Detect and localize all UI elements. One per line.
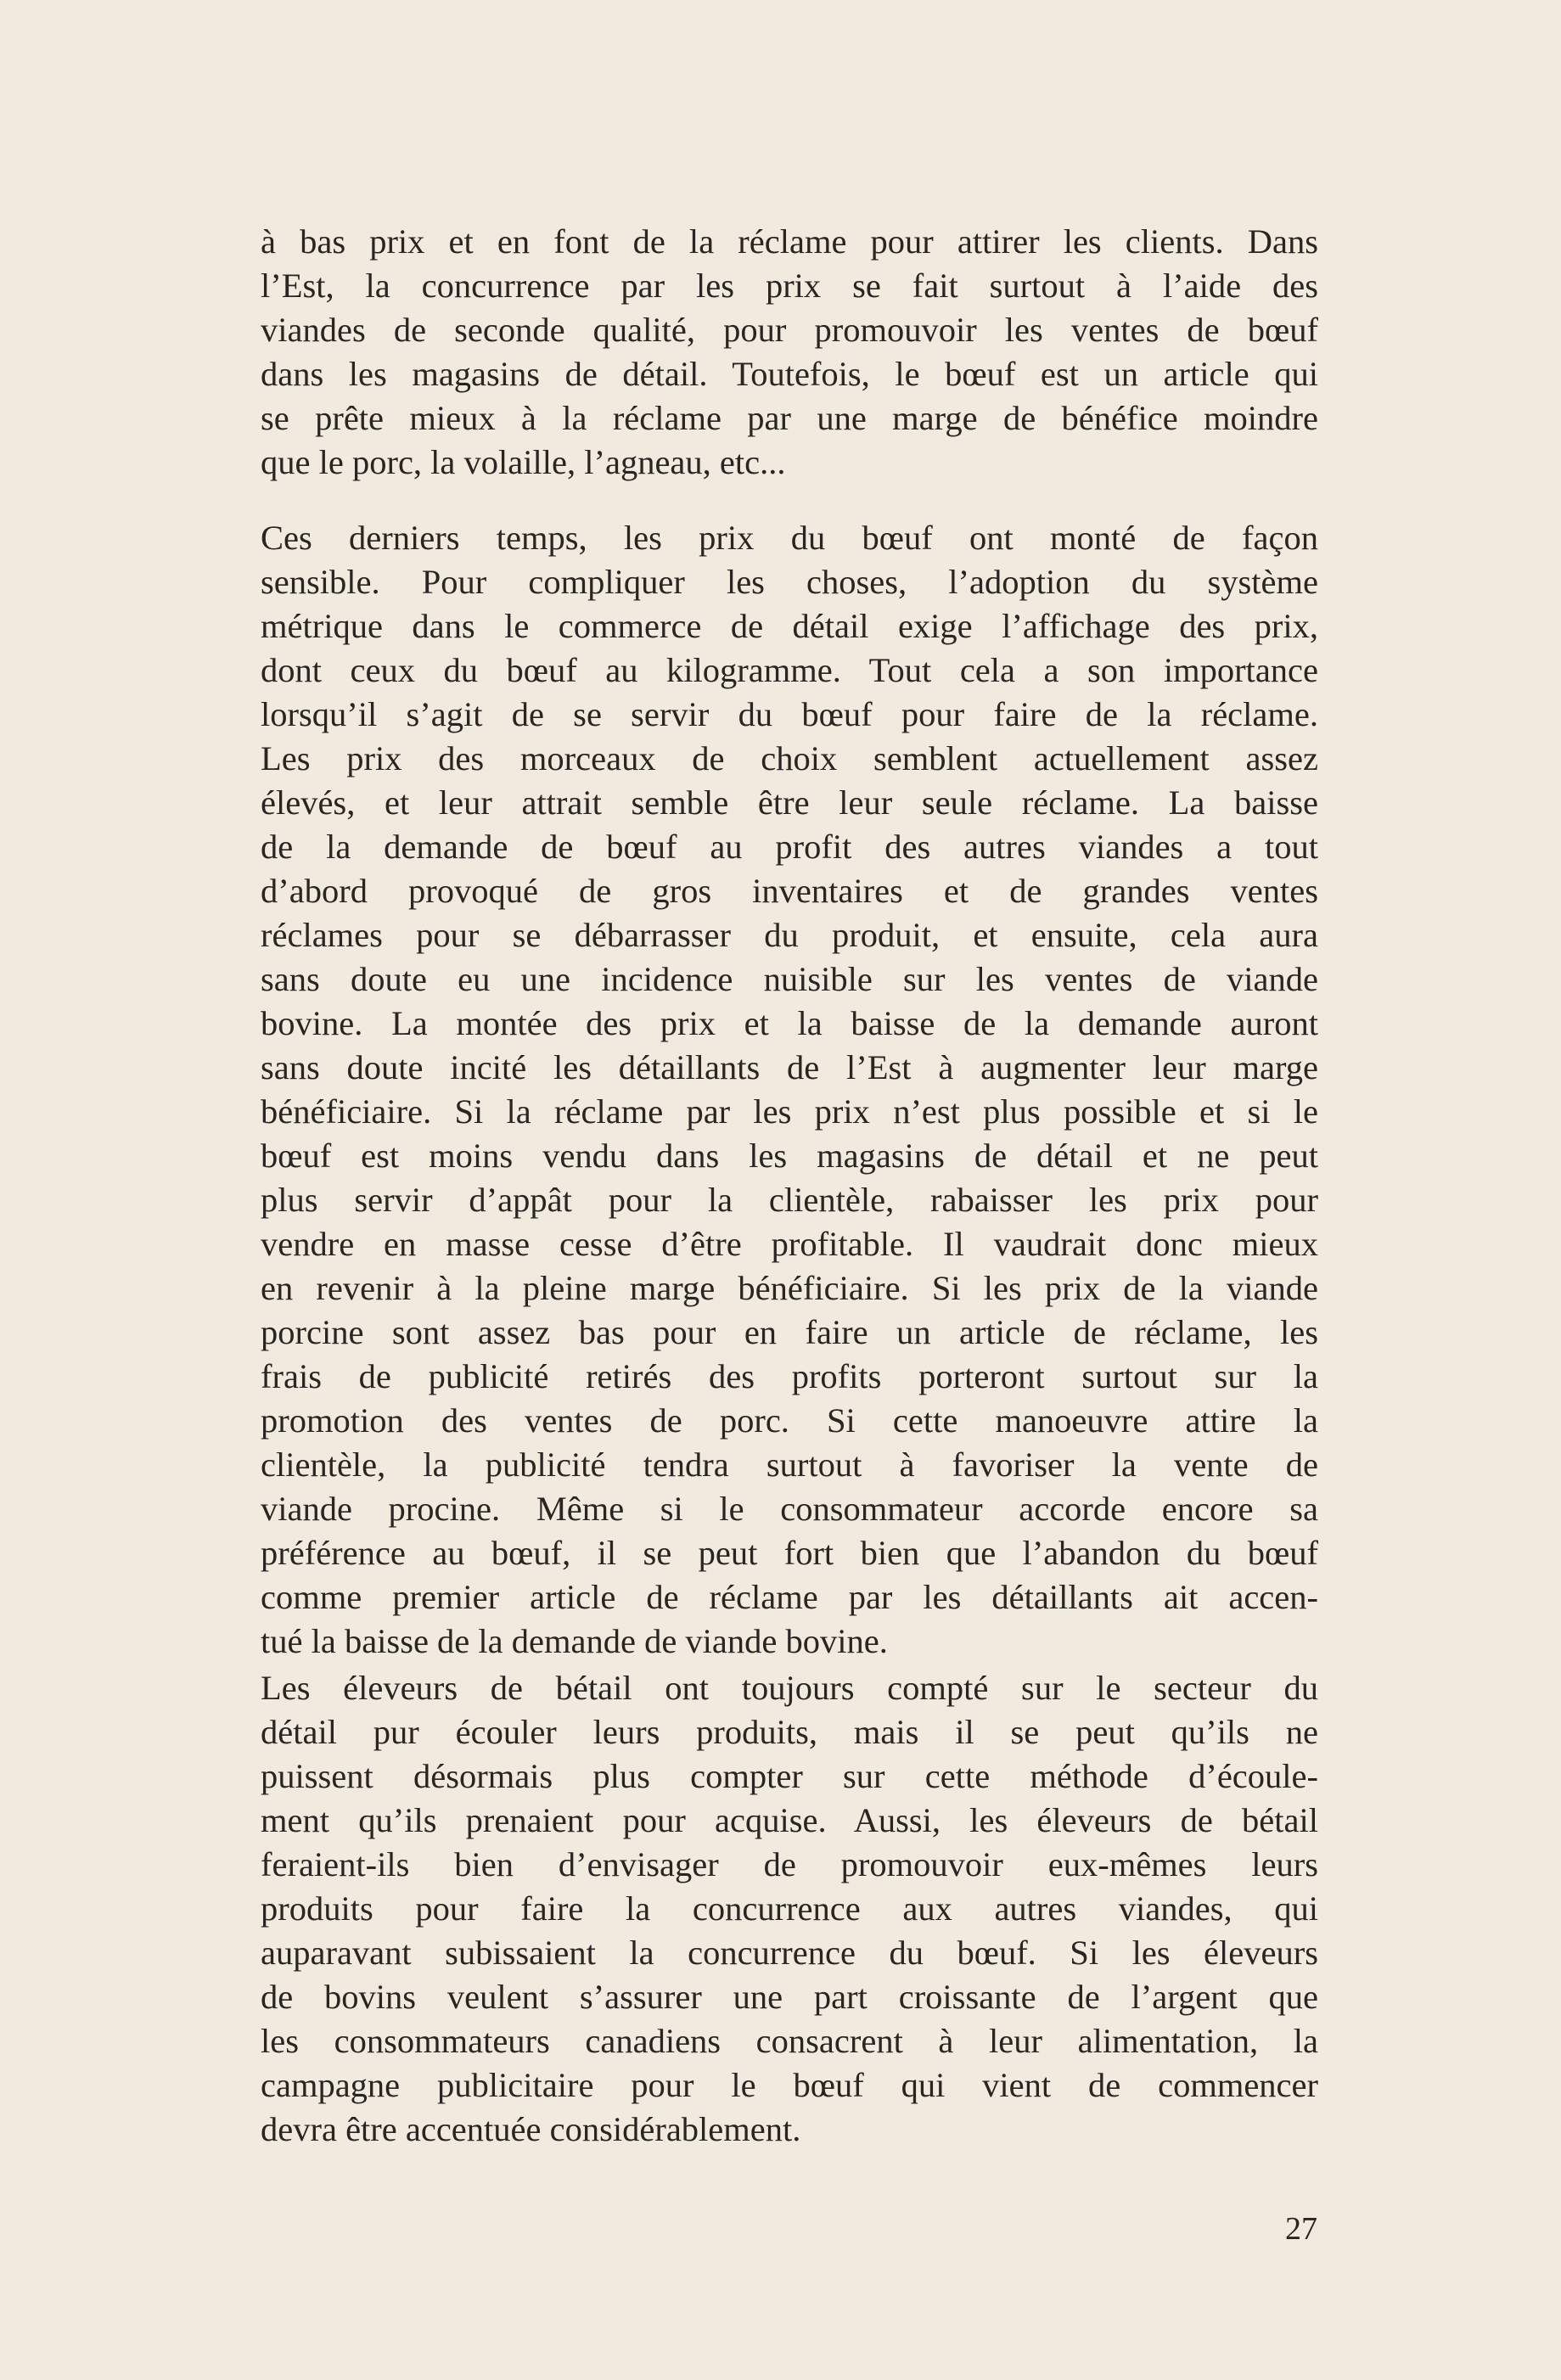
text-line: clientèle, la publicité tendra surtout à favoriser la vente de <box>261 1445 1318 1484</box>
text-line: Les éleveurs de bétail ont toujours compté sur le secteur du <box>261 1669 1318 1707</box>
text-line: auparavant subissaient la concurrence du bœuf. Si les éleveurs <box>261 1934 1318 1972</box>
text-line: porcine sont assez bas pour en faire un article de réclame, les <box>261 1313 1318 1351</box>
text-line: comme premier article de réclame par les détaillants ait accen- <box>261 1578 1318 1616</box>
text-line: l’Est, la concurrence par les prix se fait surtout à l’aide des <box>261 267 1318 305</box>
text-line: d’abord provoqué de gros inventaires et de grandes ventes <box>261 872 1318 910</box>
text-line: réclames pour se débarrasser du produit, et ensuite, cela aura <box>261 916 1318 954</box>
text-line: les consommateurs canadiens consacrent à leur alimentation, la <box>261 2022 1318 2060</box>
text-line: lorsqu’il s’agit de se servir du bœuf pour faire de la réclame. <box>261 695 1318 733</box>
text-line: préférence au bœuf, il se peut fort bien que l’abandon du bœuf <box>261 1534 1318 1572</box>
text-line: se prête mieux à la réclame par une marge de bénéfice moindre <box>261 399 1318 437</box>
text-line: plus servir d’appât pour la clientèle, rabaisser les prix pour <box>261 1181 1318 1219</box>
text-line: de bovins veulent s’assurer une part croissante de l’argent que <box>261 1978 1318 2016</box>
text-line: sensible. Pour compliquer les choses, l’adoption du système <box>261 563 1318 601</box>
paragraph-2 <box>261 516 1318 1664</box>
text-line: frais de publicité retirés des profits porteront surtout sur la <box>261 1357 1318 1395</box>
text-line: tué la baisse de la demande de viande bovine. <box>261 1622 888 1660</box>
text-line: métrique dans le commerce de détail exige l’affichage des prix, <box>261 607 1318 645</box>
text-line: dont ceux du bœuf au kilogramme. Tout cela a son importance <box>261 651 1318 689</box>
text-line: campagne publicitaire pour le bœuf qui vient de commencer <box>261 2066 1318 2104</box>
page-number: 27 <box>1285 2211 1317 2247</box>
text-line: élevés, et leur attrait semble être leur seule réclame. La baisse <box>261 783 1318 822</box>
text-line: bovine. La montée des prix et la baisse de la demande auront <box>261 1004 1318 1042</box>
text-line: vendre en masse cesse d’être profitable. Il vaudrait donc mieux <box>261 1225 1318 1263</box>
text-line: en revenir à la pleine marge bénéficiaire. Si les prix de la viande <box>261 1269 1318 1307</box>
text-line: produits pour faire la concurrence aux autres viandes, qui <box>261 1889 1318 1928</box>
text-line: puissent désormais plus compter sur cette méthode d’écoule- <box>261 1757 1318 1795</box>
text-line: promotion des ventes de porc. Si cette manoeuvre attire la <box>261 1401 1318 1440</box>
text-line: viandes de seconde qualité, pour promouvoir les ventes de bœuf <box>261 311 1318 349</box>
text-line: viande procine. Même si le consommateur accorde encore sa <box>261 1490 1318 1528</box>
text-line: détail pur écouler leurs produits, mais il se peut qu’ils ne <box>261 1713 1318 1751</box>
paragraph-1 <box>261 220 1318 485</box>
text-line: devra être accentuée considérablement. <box>261 2110 801 2148</box>
paragraph-3 <box>261 1666 1318 2152</box>
text-line: de la demande de bœuf au profit des autres viandes a tout <box>261 828 1318 866</box>
text-line: ment qu’ils prenaient pour acquise. Aussi, les éleveurs de bétail <box>261 1801 1318 1839</box>
text-line: à bas prix et en font de la réclame pour attirer les clients. Dans <box>261 222 1318 261</box>
text-line: bœuf est moins vendu dans les magasins de détail et ne peut <box>261 1137 1318 1175</box>
text-line: sans doute eu une incidence nuisible sur les ventes de viande <box>261 960 1318 998</box>
text-line: Ces derniers temps, les prix du bœuf ont monté de façon <box>261 519 1318 557</box>
text-line: que le porc, la volaille, l’agneau, etc... <box>261 443 786 481</box>
text-line: dans les magasins de détail. Toutefois, le bœuf est un article qui <box>261 355 1318 393</box>
text-line: bénéficiaire. Si la réclame par les prix n’est plus possible et si le <box>261 1092 1318 1131</box>
text-line: Les prix des morceaux de choix semblent actuellement assez <box>261 739 1318 777</box>
text-line: sans doute incité les détaillants de l’Est à augmenter leur marge <box>261 1048 1318 1086</box>
text-line: feraient-ils bien d’envisager de promouvoir eux-mêmes leurs <box>261 1845 1318 1883</box>
